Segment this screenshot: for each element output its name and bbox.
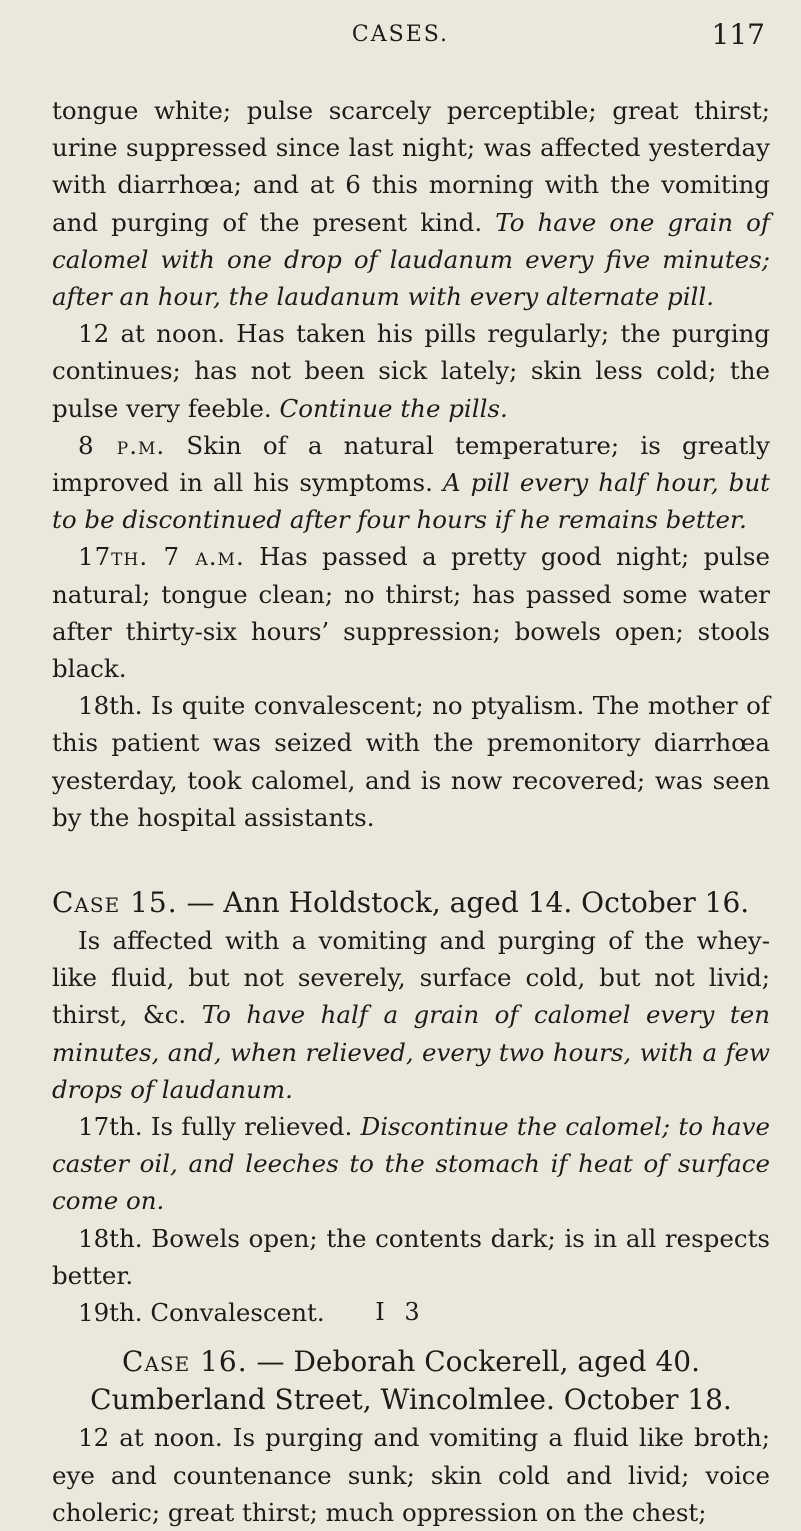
section-gap	[52, 836, 770, 864]
case-15-heading	[52, 884, 770, 922]
signature-mark: I 3	[375, 1298, 426, 1326]
paragraph-evening	[52, 427, 770, 539]
page-number: 117	[711, 18, 765, 51]
paragraph-text: Has passed a pretty good night; pulse natural; tongue clean; no thirst; has passed some water after thirty-six hours’ suppression; bowels open; stools black.	[52, 542, 770, 684]
case-15-paragraph	[52, 1108, 770, 1220]
prescription-text: Discontinue the calomel; to have caster oil, and leeches to the stomach if heat of surface come on.	[52, 1112, 770, 1216]
case-16-heading	[52, 1343, 770, 1419]
prescription-text: Continue the pills.	[279, 393, 508, 423]
paragraph-text: 12 at noon. Is purging and vomiting a fluid like broth; eye and countenance sunk; skin cold and livid; voice choleric; great thirst; much oppression on the chest;	[52, 1423, 770, 1527]
prescription-text: A pill every half hour, but to be discontinued after four hours if he remains better.	[52, 468, 770, 535]
paragraph-text: tongue white; pulse scarcely perceptible; great thirst; urine suppressed since last night; was affected yesterday with diarrhœa; and at 6 this morning with the vomiting and purging of the present kind.	[52, 96, 770, 237]
case-title: — Ann Holdstock, aged 14. October 16.	[186, 886, 750, 920]
paragraph-noon	[52, 315, 770, 427]
case-16-paragraph	[52, 1419, 770, 1531]
paragraph-text: Is affected with a vomiting and purging of the whey-like fluid, but not severely, surface cold, but not livid; thirst, &c.	[52, 926, 770, 1030]
paragraph-continuation	[52, 92, 770, 315]
case-label: Case 16.	[122, 1345, 248, 1379]
paragraph-18th	[52, 687, 770, 836]
prescription-text: To have half a grain of calomel every ten minutes, and, when relieved, every two hours, with a few drops of laudanum.	[52, 1000, 771, 1104]
page-header	[0, 18, 801, 62]
paragraph-text: Skin of a natural temperature; is greatly improved in all his symptoms.	[52, 430, 770, 498]
case-15-paragraph	[52, 1220, 770, 1294]
paragraph-text: 19th. Convalescent.	[78, 1298, 325, 1328]
paragraph-text: 17th. Is fully relieved.	[78, 1112, 353, 1142]
running-head: CASES.	[351, 22, 450, 47]
prescription-text: To have one grain of calomel with one drop of laudanum every five minutes; after an hour, the laudanum with every alternate pill.	[52, 207, 770, 312]
paragraph-17th	[52, 538, 770, 687]
case-15-paragraph	[52, 922, 770, 1108]
paragraph-text: 18th. Bowels open; the contents dark; is in all respects better.	[52, 1223, 770, 1290]
time-lead: 8 p.m.	[78, 430, 166, 460]
paragraph-text: 12 at noon. Has taken his pills regularly; the purging continues; has not been sick lately; skin less cold; the pulse very feeble.	[52, 319, 770, 423]
time-lead: 17th. 7 a.m.	[78, 542, 245, 572]
paragraph-text: 18th. Is quite convalescent; no ptyalism. The mother of this patient was seized with the premonitory diarrhœa yesterday, took calomel, and is now recovered; was seen by the hospital assistants.	[52, 691, 770, 832]
case-title: — Deborah Cockerell, aged 40. Cumberland Street, Wincolmlee. October 18.	[90, 1345, 732, 1417]
case-label: Case 15.	[52, 886, 178, 920]
